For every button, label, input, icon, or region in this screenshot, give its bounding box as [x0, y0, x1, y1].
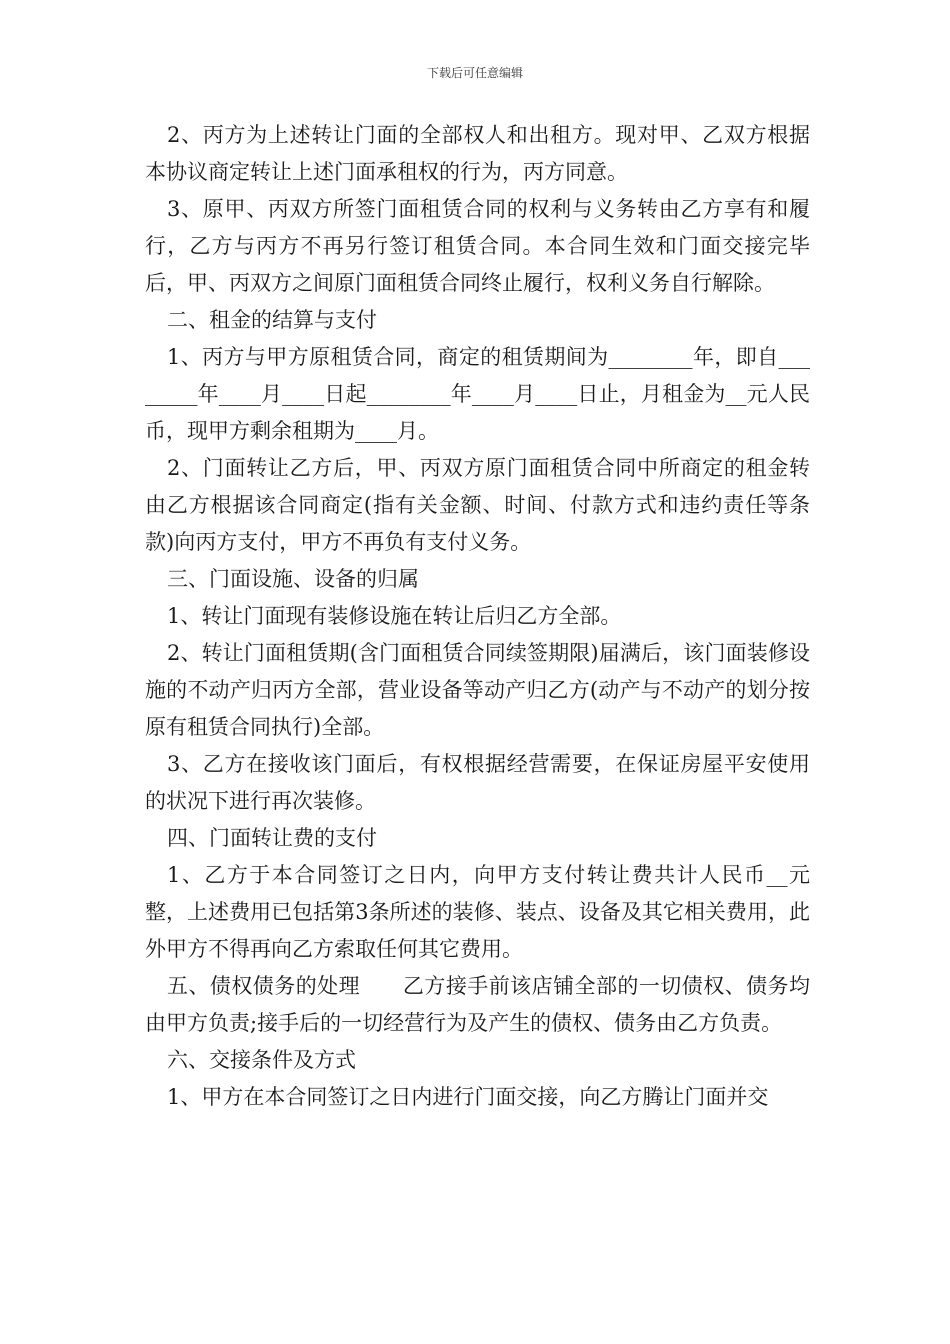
- clause-lease-term: 1、丙方与甲方原租赁合同，商定的租赁期间为________年，即自________年____月____日起________年____月____日止，月租金为__元人民币，现甲方剩余租期为____月。: [145, 345, 810, 443]
- clause-rights-obligations: 3、原甲、丙双方所签门面租赁合同的权利与义务转由乙方享有和履行，乙方与丙方不再另行签订租赁合同。本合同生效和门面交接完毕后，甲、丙双方之间原门面租赁合同终止履行，权利义务自行解除。: [145, 197, 810, 295]
- section-debts: 五、债权债务的处理 乙方接手前该店铺全部的一切债权、债务均由甲方负责;接手后的一切经营行为及产生的债权、债务由乙方负责。: [145, 974, 810, 1035]
- clause-renovation-right: 3、乙方在接收该门面后，有权根据经营需要，在保证房屋平安使用的状况下进行再次装修。: [145, 752, 810, 813]
- clause-transfer-consent: 2、丙方为上述转让门面的全部权人和出租方。现对甲、乙双方根据本协议商定转让上述门面承租权的行为，丙方同意。: [145, 123, 810, 184]
- clause-handover: 1、甲方在本合同签订之日内进行门面交接，向乙方腾让门面并交: [167, 1085, 769, 1109]
- clause-property-division: 2、转让门面租赁期(含门面租赁合同续签期限)届满后，该门面装修设施的不动产归丙方全部，营业设备等动产归乙方(动产与不动产的划分按原有租赁合同执行)全部。: [145, 641, 810, 739]
- section-heading-rent: 二、租金的结算与支付: [167, 308, 377, 332]
- clause-decoration-ownership: 1、转让门面现有装修设施在转让后归乙方全部。: [167, 604, 622, 628]
- clause-rent-payment: 2、门面转让乙方后，甲、丙双方原门面租赁合同中所商定的租金转由乙方根据该合同商定(指有关金额、时间、付款方式和违约责任等条款)向丙方支付，甲方不再负有支付义务。: [145, 456, 810, 554]
- clause-transfer-fee: 1、乙方于本合同签订之日内，向甲方支付转让费共计人民币__元整，上述费用已包括第3条所述的装修、装点、设备及其它相关费用，此外甲方不得再向乙方索取任何其它费用。: [145, 863, 810, 961]
- page-header: 下载后可任意编辑: [426, 66, 523, 80]
- section-heading-handover: 六、交接条件及方式: [167, 1048, 356, 1072]
- section-heading-facilities: 三、门面设施、设备的归属: [167, 567, 419, 591]
- section-heading-transfer-fee: 四、门面转让费的支付: [167, 826, 377, 850]
- document-body: [145, 117, 810, 1116]
